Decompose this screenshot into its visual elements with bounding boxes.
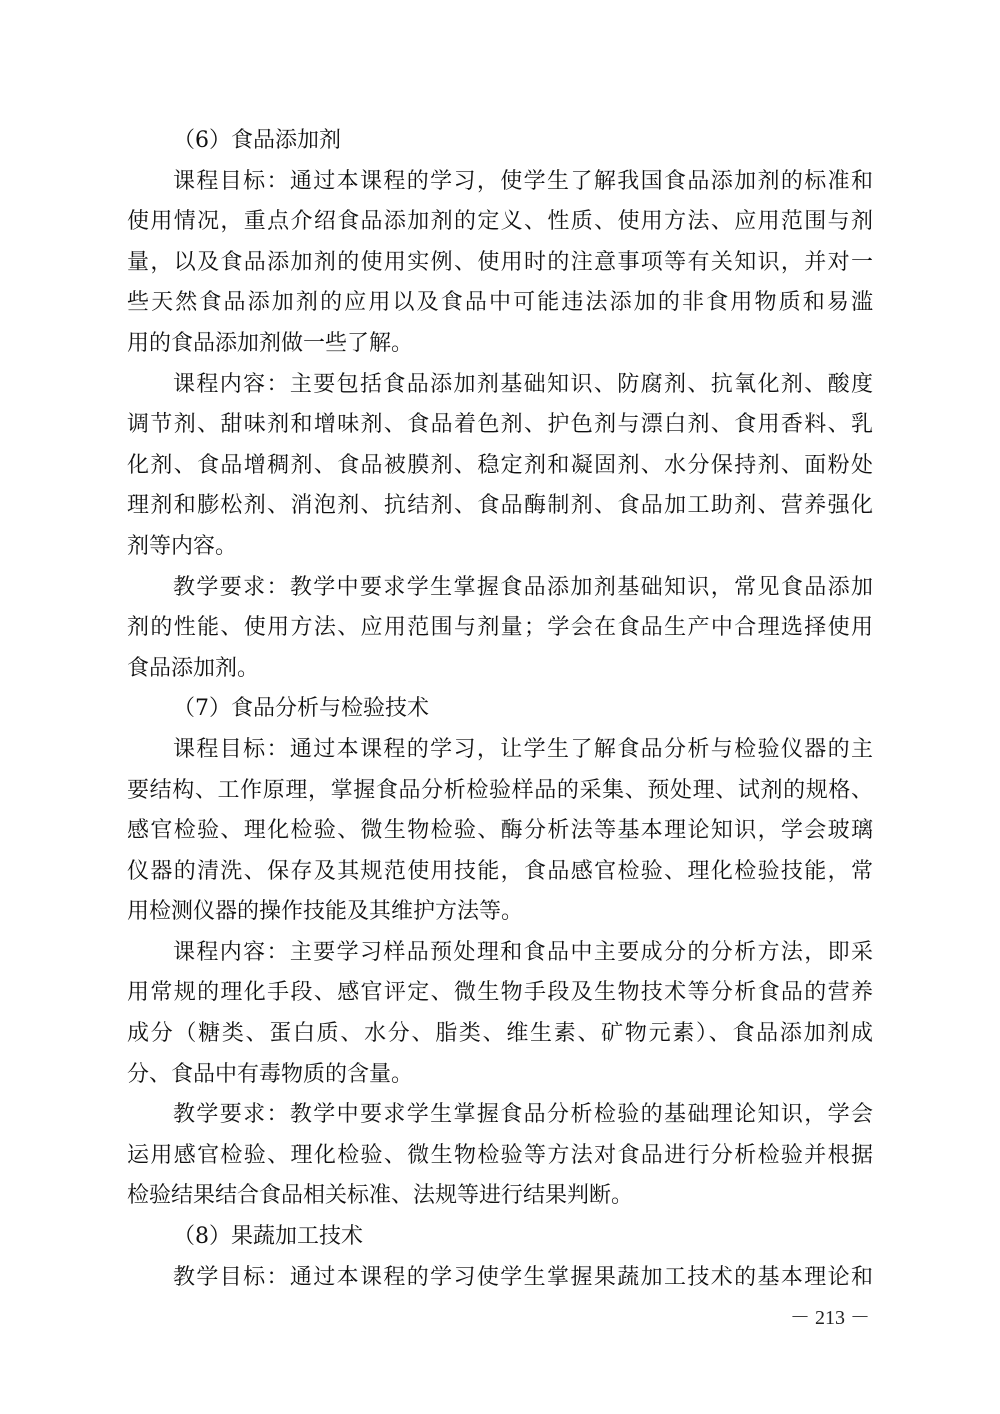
- text-line: 仪器的清洗、保存及其规范使用技能，食品感官检验、理化检验技能，常: [127, 858, 873, 884]
- text-line: 用检测仪器的操作技能及其维护方法等。: [127, 899, 524, 925]
- text-line: 检验结果结合食品相关标准、法规等进行结果判断。: [127, 1183, 634, 1209]
- text-line: 教学要求：教学中要求学生掌握食品分析检验的基础理论知识，学会: [173, 1102, 873, 1128]
- text-line: 分、食品中有毒物质的含量。: [127, 1061, 414, 1087]
- text-line: 调节剂、甜味剂和增味剂、食品着色剂、护色剂与漂白剂、食用香料、乳: [127, 412, 873, 438]
- text-line: 量，以及食品添加剂的使用实例、使用时的注意事项等有关知识，并对一: [127, 249, 873, 275]
- text-line: 教学要求：教学中要求学生掌握食品添加剂基础知识，常见食品添加: [173, 574, 873, 600]
- text-line: 使用情况，重点介绍食品添加剂的定义、性质、使用方法、应用范围与剂: [127, 209, 873, 235]
- text-line: 运用感官检验、理化检验、微生物检验等方法对食品进行分析检验并根据: [127, 1142, 873, 1168]
- text-line: 用常规的理化手段、感官评定、微生物手段及生物技术等分析食品的营养: [127, 980, 873, 1006]
- text-line: 剂等内容。: [127, 533, 238, 559]
- text-line: （7）食品分析与检验技术: [173, 696, 429, 722]
- document-body: [127, 121, 873, 1298]
- text-line: 教学目标：通过本课程的学习使学生掌握果蔬加工技术的基本理论和: [173, 1264, 873, 1290]
- text-line: 理剂和膨松剂、消泡剂、抗结剂、食品酶制剂、食品加工助剂、营养强化: [127, 493, 873, 519]
- text-line: 课程目标：通过本课程的学习，使学生了解我国食品添加剂的标准和: [173, 168, 873, 194]
- text-line: 课程目标：通过本课程的学习，让学生了解食品分析与检验仪器的主: [173, 736, 873, 762]
- text-line: 课程内容：主要包括食品添加剂基础知识、防腐剂、抗氧化剂、酸度: [173, 371, 873, 397]
- text-line: 食品添加剂。: [127, 655, 260, 681]
- text-line: 课程内容：主要学习样品预处理和食品中主要成分的分析方法，即采: [173, 939, 873, 965]
- text-line: 要结构、工作原理，掌握食品分析检验样品的采集、预处理、试剂的规格、: [127, 777, 873, 803]
- page-number: － 213 －: [790, 1307, 870, 1329]
- text-line: （8）果蔬加工技术: [173, 1224, 363, 1250]
- text-line: 用的食品添加剂做一些了解。: [127, 330, 414, 356]
- text-line: 些天然食品添加剂的应用以及食品中可能违法添加的非食用物质和易滥: [127, 290, 873, 316]
- text-line: 化剂、食品增稠剂、食品被膜剂、稳定剂和凝固剂、水分保持剂、面粉处: [127, 452, 873, 478]
- text-line: 剂的性能、使用方法、应用范围与剂量；学会在食品生产中合理选择使用: [127, 615, 873, 641]
- text-line: 感官检验、理化检验、微生物检验、酶分析法等基本理论知识，学会玻璃: [127, 818, 873, 844]
- text-line: （6）食品添加剂: [173, 128, 341, 153]
- text-line: 成分（糖类、蛋白质、水分、脂类、维生素、矿物元素）、食品添加剂成: [127, 1021, 873, 1047]
